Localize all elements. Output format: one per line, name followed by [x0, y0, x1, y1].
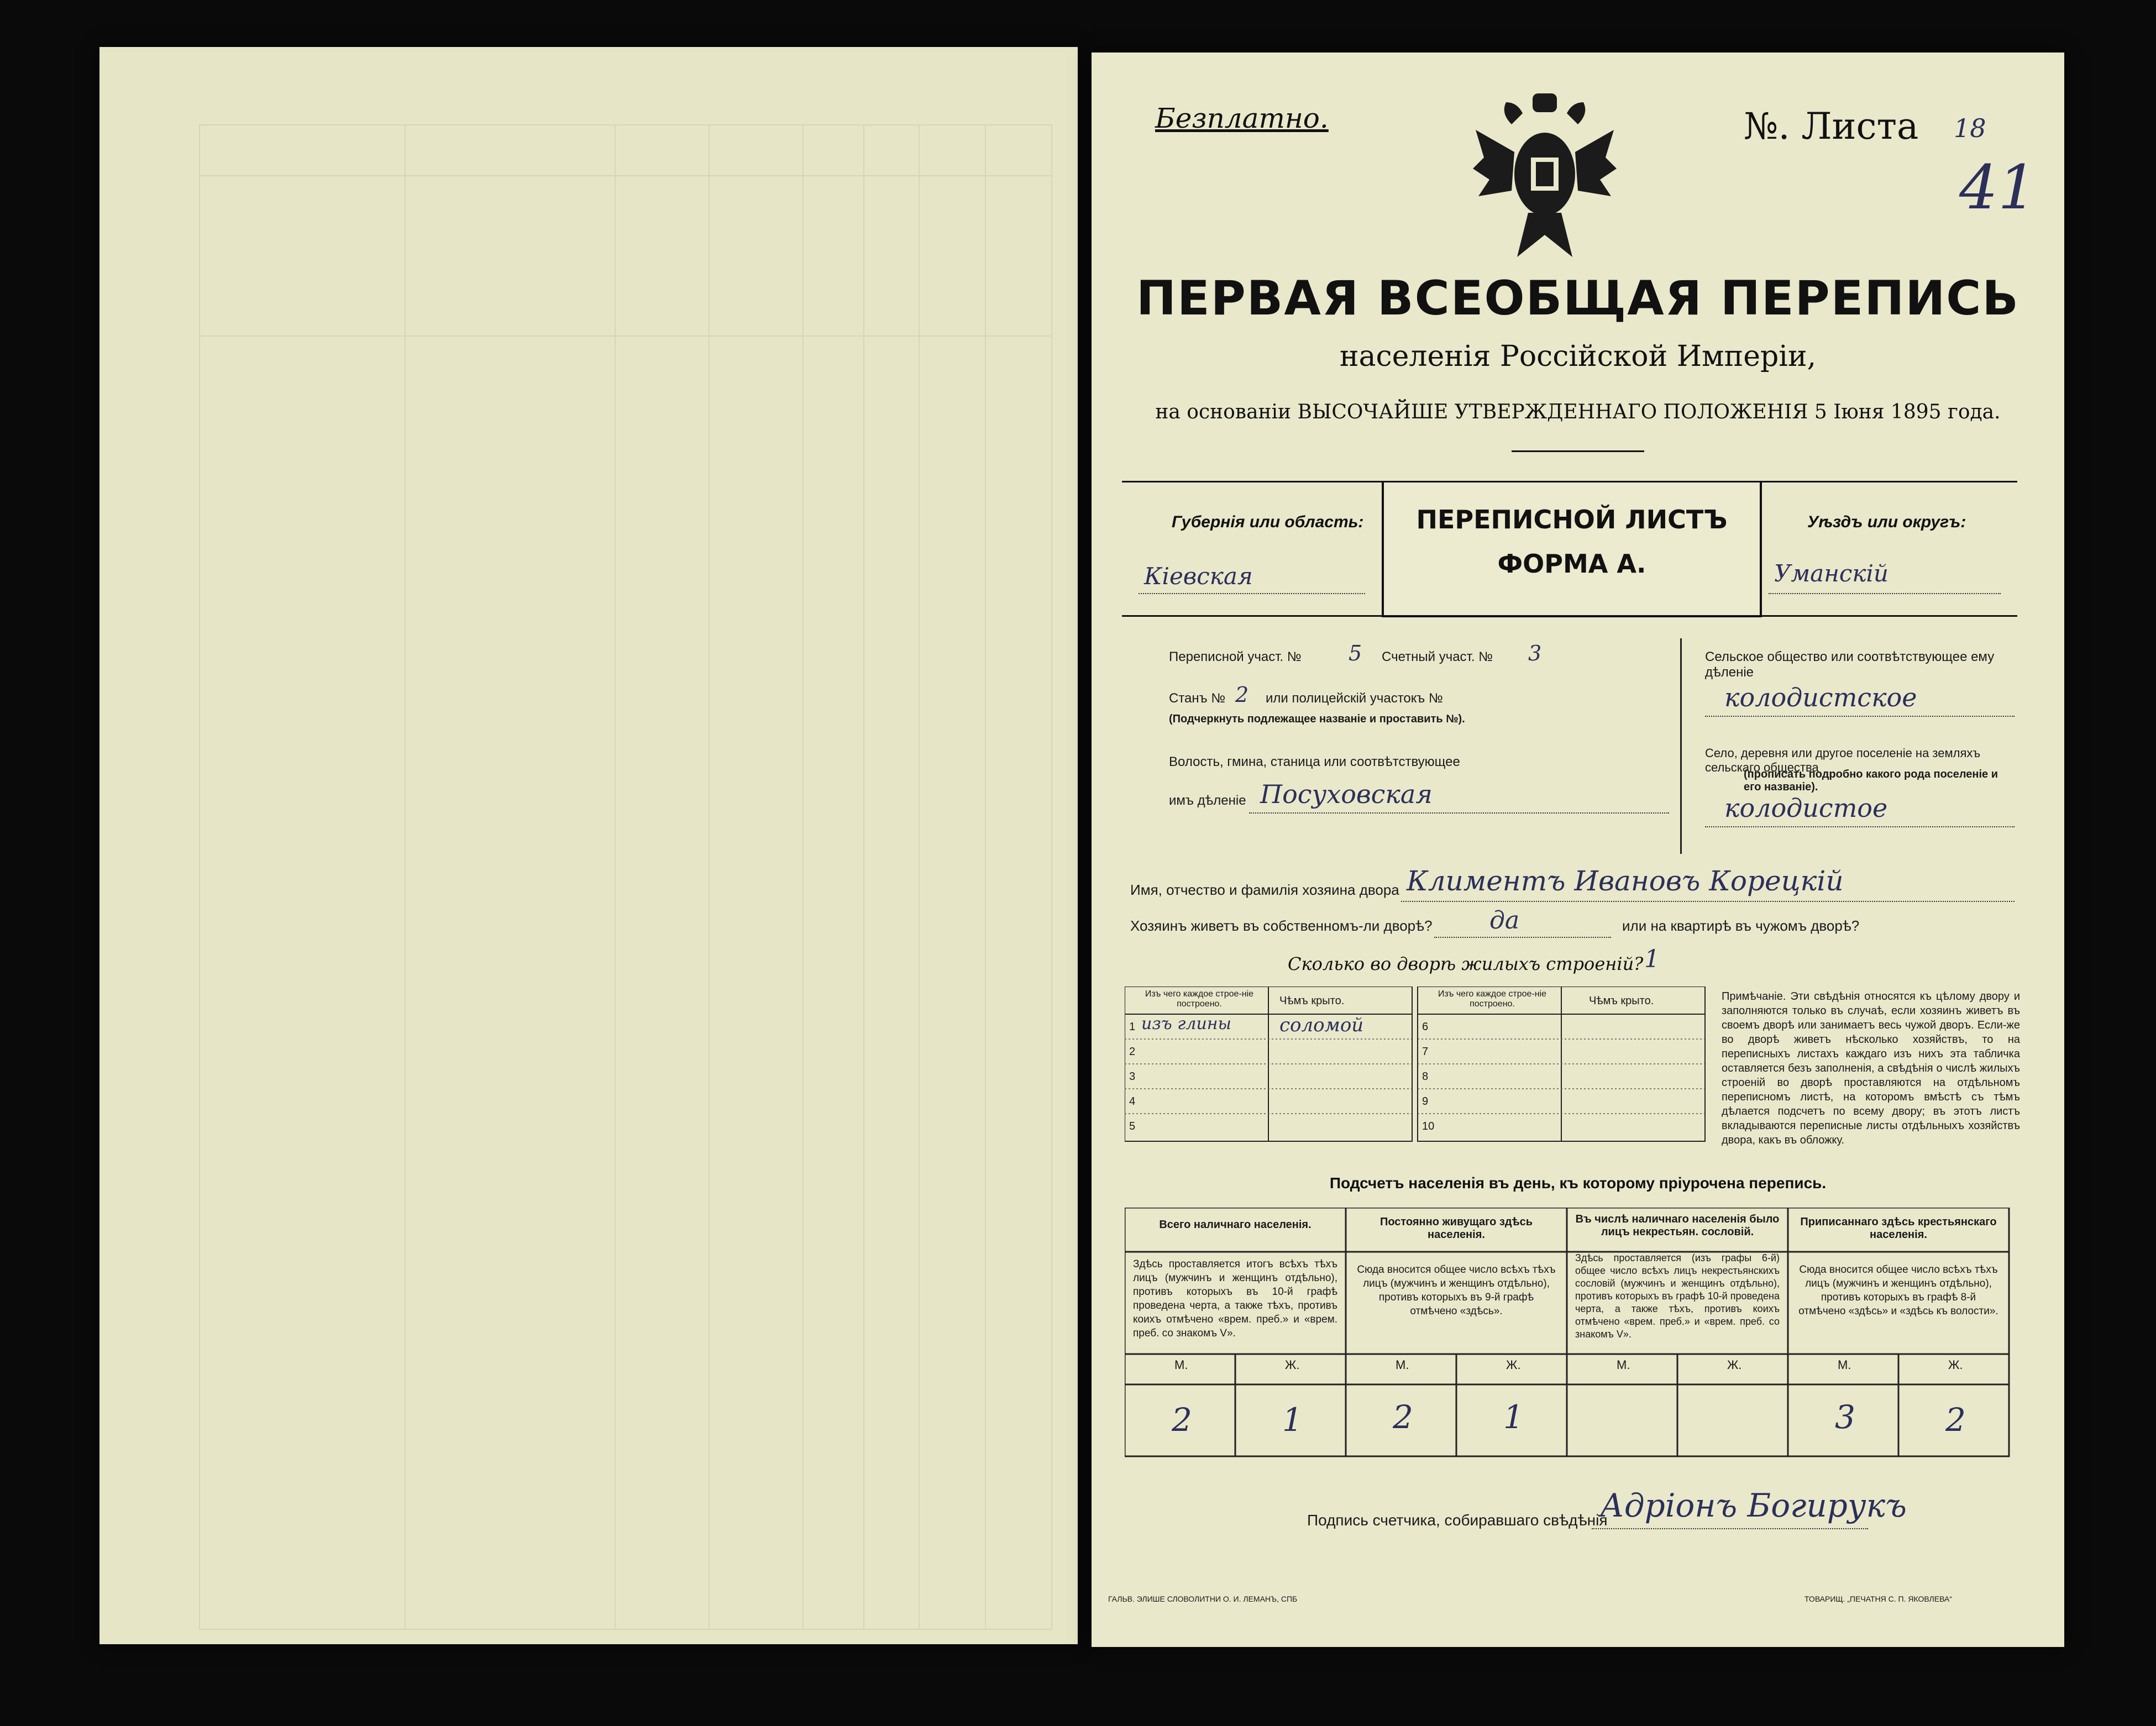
ghost-grid [199, 124, 1052, 1630]
ghost-column [863, 125, 864, 1629]
buildings-note: Примѣчаніе. Эти свѣдѣнія относятся къ цѣлому двору и заполняются только въ случаѣ, если хозяинъ живетъ въ своемъ дворѣ или занимаетъ весь чужой дворъ. Если-же во дворѣ живетъ нѣсколько хозяйствъ, то на переписныхъ листахъ каждаго изъ нихъ эта табличка оставляется безъ заполненія, а свѣдѣнія о числѣ жилыхъ строеній во дворѣ проставляются на отдѣльномъ переписномъ листѣ, на которомъ вмѣстѣ съ тѣмъ дѣлается подсчетъ по всему двору; въ этотъ листъ вкладываются переписные листы отдѣльныхъ хозяйствъ двора, какъ въ обложку. [1722, 990, 2020, 1146]
count-m-label: М. [1838, 1358, 1851, 1372]
village-society-value: колодистское [1724, 683, 1917, 712]
signature-underline [1592, 1528, 1868, 1529]
count-col-head: Всего наличнаго населенія. [1159, 1219, 1312, 1231]
ghost-column [985, 125, 986, 1629]
ghost-column [615, 125, 616, 1629]
owner-name-underline [1401, 901, 2015, 902]
admin-section [1122, 627, 2017, 865]
volost-label-1: Волость, гмина, станица или соотвѣтствующее [1169, 754, 1460, 769]
admin-divider [1680, 638, 1682, 854]
bt-row-number: 8 [1422, 1071, 1429, 1083]
count-m-value: 2 [1393, 1398, 1413, 1436]
bt-left-h-roof: Чѣмъ крыто. [1279, 995, 1345, 1007]
count-title: Подсчетъ населенія въ день, къ которому пріурочена перепись. [1329, 1174, 1827, 1192]
count-col-desc: Здѣсь проставляется итогъ всѣхъ тѣхъ лицъ (мужчинъ и женщинъ отдѣльно), противъ которыхъ въ 10-й графѣ проведена черта, а также тѣхъ, противъ коихъ отмѣчено «врем. преб.» и «врем. преб. со знакомъ V». [1133, 1258, 1337, 1339]
count-m-label: М. [1617, 1358, 1630, 1372]
village-label: Село, деревня или другое поселеніе на земляхъ сельскаго общества [1705, 746, 1981, 774]
count-col-desc: Сюда вносится общее число всѣхъ тѣхъ лицъ (мужчинъ и женщинъ отдѣльно), противъ которыхъ въ графѣ 8-й отмѣчено «здѣсь» и «здѣсь къ волости». [1798, 1264, 1998, 1317]
left-page [99, 47, 1078, 1644]
bt-left-h-material: Изъ чего каждое строе-ніе построено. [1145, 989, 1254, 1009]
bt-row-material: изъ глины [1141, 1014, 1231, 1033]
sheet-number-value: 18 [1954, 113, 1986, 143]
signature-value: Адріонъ Богирукъ [1600, 1487, 1907, 1524]
count-f-label: Ж. [1285, 1358, 1300, 1372]
bt-right-h-roof: Чѣмъ крыто. [1589, 995, 1654, 1007]
count-col-head: Приписаннаго здѣсь крестьянскаго населенія. [1800, 1216, 1997, 1241]
census-district-value: 5 [1349, 641, 1362, 665]
subtitle: населенія Россійской Имперіи, [1339, 340, 1817, 373]
form-header-box [1122, 481, 2017, 617]
owner-name-label: Имя, отчество и фамилія хозяина двора [1130, 882, 1399, 898]
count-col-desc: Сюда вносится общее число всѣхъ тѣхъ лицъ (мужчинъ и женщинъ отдѣльно), противъ которыхъ въ 9-й графѣ отмѣчено «здѣсь». [1357, 1264, 1556, 1317]
ghost-header-divider [200, 175, 1051, 176]
province-value: Кіевская [1144, 563, 1253, 590]
count-m-label: М. [1396, 1358, 1409, 1372]
province-label: Губернія или область: [1172, 513, 1364, 531]
count-col-head: Постоянно живущаго здѣсь населенія. [1379, 1216, 1533, 1241]
district-underline [1769, 593, 2001, 594]
district-value: Уманскій [1774, 560, 1889, 587]
bt-row-number: 4 [1129, 1095, 1136, 1108]
bt-right-h-material: Изъ чего каждое строе-ніе построено. [1438, 989, 1547, 1009]
village-value: колодистое [1724, 793, 1888, 823]
count-col-head: Въ числѣ наличнаго населенія было лицъ некрестьян. сословій. [1575, 1213, 1780, 1238]
bt-row-number: 5 [1129, 1120, 1136, 1132]
bt-row-number: 3 [1129, 1071, 1136, 1083]
main-title: ПЕРВАЯ ВСЕОБЩАЯ ПЕРЕПИСЬ [1136, 271, 2019, 326]
counting-district-value: 3 [1528, 641, 1542, 665]
ghost-column [802, 125, 804, 1629]
count-col-desc: Здѣсь проставляется (изъ графы 6-й) общее число всѣхъ лицъ некрестьянскихъ сословій (мужчинъ и женщинъ отдѣльно), противъ которыхъ въ графѣ 10-й проведена черта, а также тѣхъ, противъ коихъ отмѣчено «врем. преб.» и «врем. преб. со знакомъ V». [1575, 1252, 1780, 1340]
village-underline [1705, 826, 2015, 827]
count-f-label: Ж. [1506, 1358, 1521, 1372]
rented-label: или на квартирѣ въ чужомъ дворѣ? [1622, 917, 1860, 934]
form-title-cell [1382, 482, 1762, 617]
sheet-number-stamp: 41 [1959, 152, 2037, 223]
footer-right: ТОВАРИЩ. „ПЕЧАТНЯ С. П. ЯКОВЛЕВА“ [1804, 1594, 1952, 1603]
count-f-label: Ж. [1727, 1358, 1742, 1372]
bt-row-number: 7 [1422, 1046, 1429, 1058]
ghost-column [709, 125, 710, 1629]
counting-district-label: Счетный участ. № [1382, 649, 1493, 664]
bt-row-number: 9 [1422, 1095, 1429, 1108]
count-f-value: 1 [1503, 1398, 1524, 1436]
bt-row-number: 1 [1129, 1021, 1136, 1033]
stan-value: 2 [1235, 683, 1249, 707]
underline-note: (Подчеркнуть подлежащее названіе и проставить №). [1169, 713, 1465, 725]
count-f-value: 1 [1282, 1401, 1303, 1439]
count-m-label: М. [1174, 1358, 1188, 1372]
basis-line: на основаніи ВЫСОЧАЙШЕ УТВЕРЖДЕННАГО ПОЛОЖЕНІЯ 5 Іюня 1895 года. [1155, 401, 2001, 423]
count-m-value: 2 [1172, 1401, 1192, 1439]
double-headed-eagle-icon [1473, 91, 1617, 268]
count-f-value: 2 [1945, 1401, 1966, 1439]
owner-name-value: Климентъ Ивановъ Корецкій [1407, 865, 1844, 897]
free-label: Безплатно. [1155, 102, 1329, 134]
footer-left: ГАЛЬВ. ЭЛИШЕ СЛОВОЛИТНИ О. И. ЛЕМАНЪ, СПБ [1108, 1594, 1298, 1603]
buildings-label: Сколько во дворѣ жилыхъ строеній? [1288, 953, 1644, 974]
sheet-number-label: №. Листа [1744, 105, 1919, 148]
village-society-underline [1705, 716, 2015, 717]
volost-underline [1249, 812, 1669, 814]
ghost-column [919, 125, 920, 1629]
bt-row-number: 6 [1422, 1021, 1429, 1033]
ornament-divider [1512, 450, 1644, 452]
province-underline [1139, 593, 1365, 594]
signature-label: Подпись счетчика, собиравшаго свѣдѣнія [1307, 1512, 1608, 1529]
count-f-label: Ж. [1948, 1358, 1963, 1372]
bt-row-number: 10 [1422, 1120, 1435, 1132]
police-label: или полицейскій участокъ № [1266, 691, 1443, 706]
village-society-label: Сельское общество или соотвѣтствующее ему дѣленіе [1705, 649, 1995, 680]
own-yard-underline [1434, 937, 1611, 938]
buildings-value: 1 [1644, 945, 1660, 973]
volost-label-2: имъ дѣленіе [1169, 793, 1246, 808]
own-yard-label: Хозяинъ живетъ въ собственномъ-ли дворѣ? [1130, 917, 1433, 934]
province-cell [1122, 482, 1383, 615]
village-note: (прописать подробно какого рода поселеніе и его названіе). [1744, 768, 1998, 793]
form-title-1: ПЕРЕПИСНОЙ ЛИСТЪ [1416, 505, 1728, 534]
district-cell [1758, 482, 2017, 615]
district-label: Уѣздъ или округъ: [1807, 513, 1966, 531]
right-page [1092, 53, 2064, 1647]
form-title-2: ФОРМА А. [1497, 549, 1646, 579]
bt-row-roof: соломой [1279, 1014, 1364, 1036]
ghost-header-row [200, 125, 1051, 337]
census-district-label: Переписной участ. № [1169, 649, 1302, 664]
ghost-column [405, 125, 406, 1629]
bt-row-number: 2 [1129, 1046, 1136, 1058]
count-m-value: 3 [1835, 1398, 1855, 1436]
own-yard-value: да [1489, 906, 1520, 935]
stan-label: Станъ № [1169, 691, 1226, 706]
volost-value: Посуховская [1260, 779, 1433, 809]
